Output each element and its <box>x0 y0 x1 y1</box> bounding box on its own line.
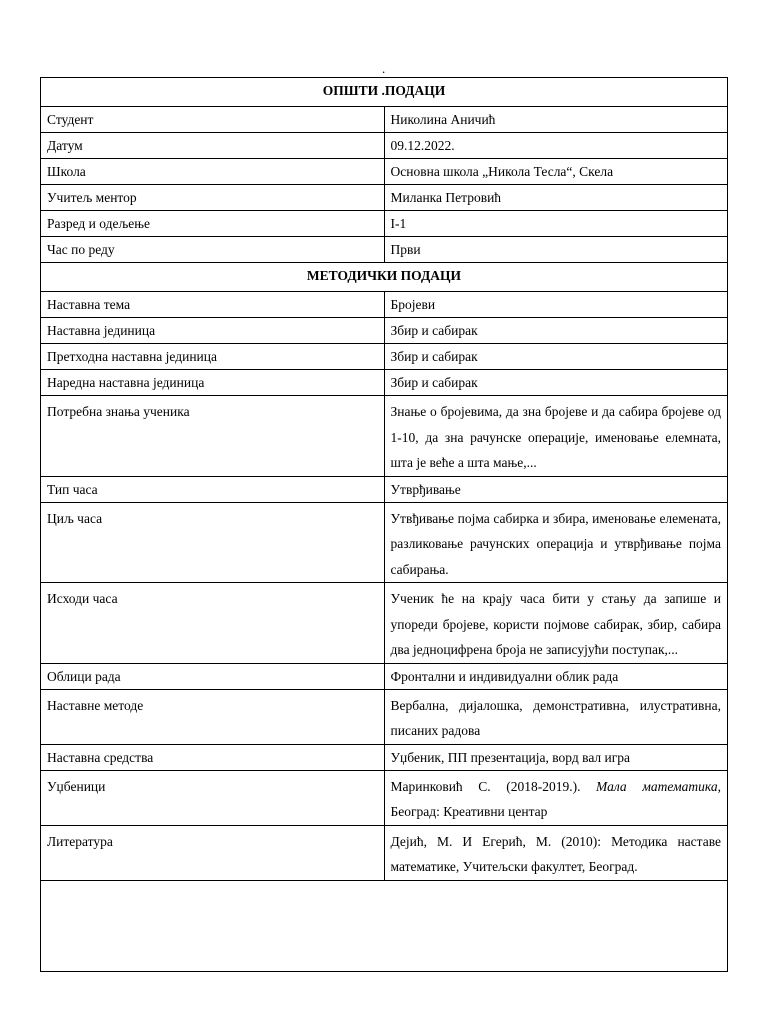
table-row <box>41 689 728 744</box>
table-row <box>41 237 728 263</box>
field-value: Дејић, М. И Егерић, М. (2010): Методика наставе математике, Учитељски факултет, Београд. <box>384 825 728 880</box>
field-label: Студент <box>41 107 385 133</box>
field-value: Збир и сабирак <box>384 318 728 344</box>
table-row <box>41 318 728 344</box>
table-row <box>41 583 728 664</box>
field-label: Облици рада <box>41 663 385 689</box>
field-value <box>384 770 728 825</box>
table-row <box>41 770 728 825</box>
field-label: Уџбеници <box>41 770 385 825</box>
table-row <box>41 292 728 318</box>
field-value: Збир и сабирак <box>384 370 728 396</box>
field-value: Бројеви <box>384 292 728 318</box>
field-label: Разред и одељење <box>41 211 385 237</box>
textbook-title: Мала математика <box>596 778 718 794</box>
field-value: Утвђивање појма сабирка и збира, именовање елемената, разликовање рачунских операција и утврђивање појма сабирања. <box>384 502 728 583</box>
methodical-data-heading: МЕТОДИЧКИ ПОДАЦИ <box>41 263 728 292</box>
table-row <box>41 476 728 502</box>
field-value: Збир и сабирак <box>384 344 728 370</box>
field-label: Наставна тема <box>41 292 385 318</box>
field-label: Школа <box>41 159 385 185</box>
field-label: Наредна наставна јединица <box>41 370 385 396</box>
field-value: I-1 <box>384 211 728 237</box>
table-row <box>41 663 728 689</box>
field-value: Ученик ће на крају часа бити у стању да запише и упореди бројеве, користи појмове сабирак, збир, сабира два једноцифрена броја не записујући поступак,... <box>384 583 728 664</box>
field-value: Николина Аничић <box>384 107 728 133</box>
field-value: Уџбеник, ПП презентација, ворд вал игра <box>384 744 728 770</box>
field-label: Наставна јединица <box>41 318 385 344</box>
field-label: Час по реду <box>41 237 385 263</box>
field-label: Циљ часа <box>41 502 385 583</box>
field-label: Учитељ ментор <box>41 185 385 211</box>
field-label: Наставне методе <box>41 689 385 744</box>
empty-row <box>41 880 728 971</box>
table-row <box>41 744 728 770</box>
field-label: Исходи часа <box>41 583 385 664</box>
table-row <box>41 211 728 237</box>
field-label: Датум <box>41 133 385 159</box>
table-row <box>41 396 728 477</box>
table-row <box>41 133 728 159</box>
table-row <box>41 344 728 370</box>
field-label: Тип часа <box>41 476 385 502</box>
textbook-author: Маринковић С. (2018-2019.). <box>390 778 597 794</box>
table-row <box>41 502 728 583</box>
table-row <box>41 159 728 185</box>
table-row <box>41 370 728 396</box>
field-label: Потребна знања ученика <box>41 396 385 477</box>
field-label: Литература <box>41 825 385 880</box>
textbook-publisher: , Београд: Креативни центар <box>390 778 721 819</box>
general-data-heading: ОПШТИ .ПОДАЦИ <box>41 78 728 107</box>
table-row <box>41 185 728 211</box>
field-value: 09.12.2022. <box>384 133 728 159</box>
field-value: Миланка Петровић <box>384 185 728 211</box>
field-label: Претходна наставна јединица <box>41 344 385 370</box>
field-value: Знање о бројевима, да зна бројеве и да сабира бројеве од 1-10, да зна рачунске операције, именовање елемната, шта је веће а шта мање,... <box>384 396 728 477</box>
field-value: Утврђивање <box>384 476 728 502</box>
table-row <box>41 825 728 880</box>
field-value: Вербална, дијалошка, демонстративна, илустративна, писаних радова <box>384 689 728 744</box>
lesson-plan-table <box>40 77 728 972</box>
top-mark: . <box>382 61 386 76</box>
field-label: Наставна средства <box>41 744 385 770</box>
table-row <box>41 107 728 133</box>
field-value: Фронтални и индивидуални облик рада <box>384 663 728 689</box>
empty-cell <box>41 880 728 971</box>
field-value: Основна школа „Никола Тесла“, Скела <box>384 159 728 185</box>
field-value: Први <box>384 237 728 263</box>
